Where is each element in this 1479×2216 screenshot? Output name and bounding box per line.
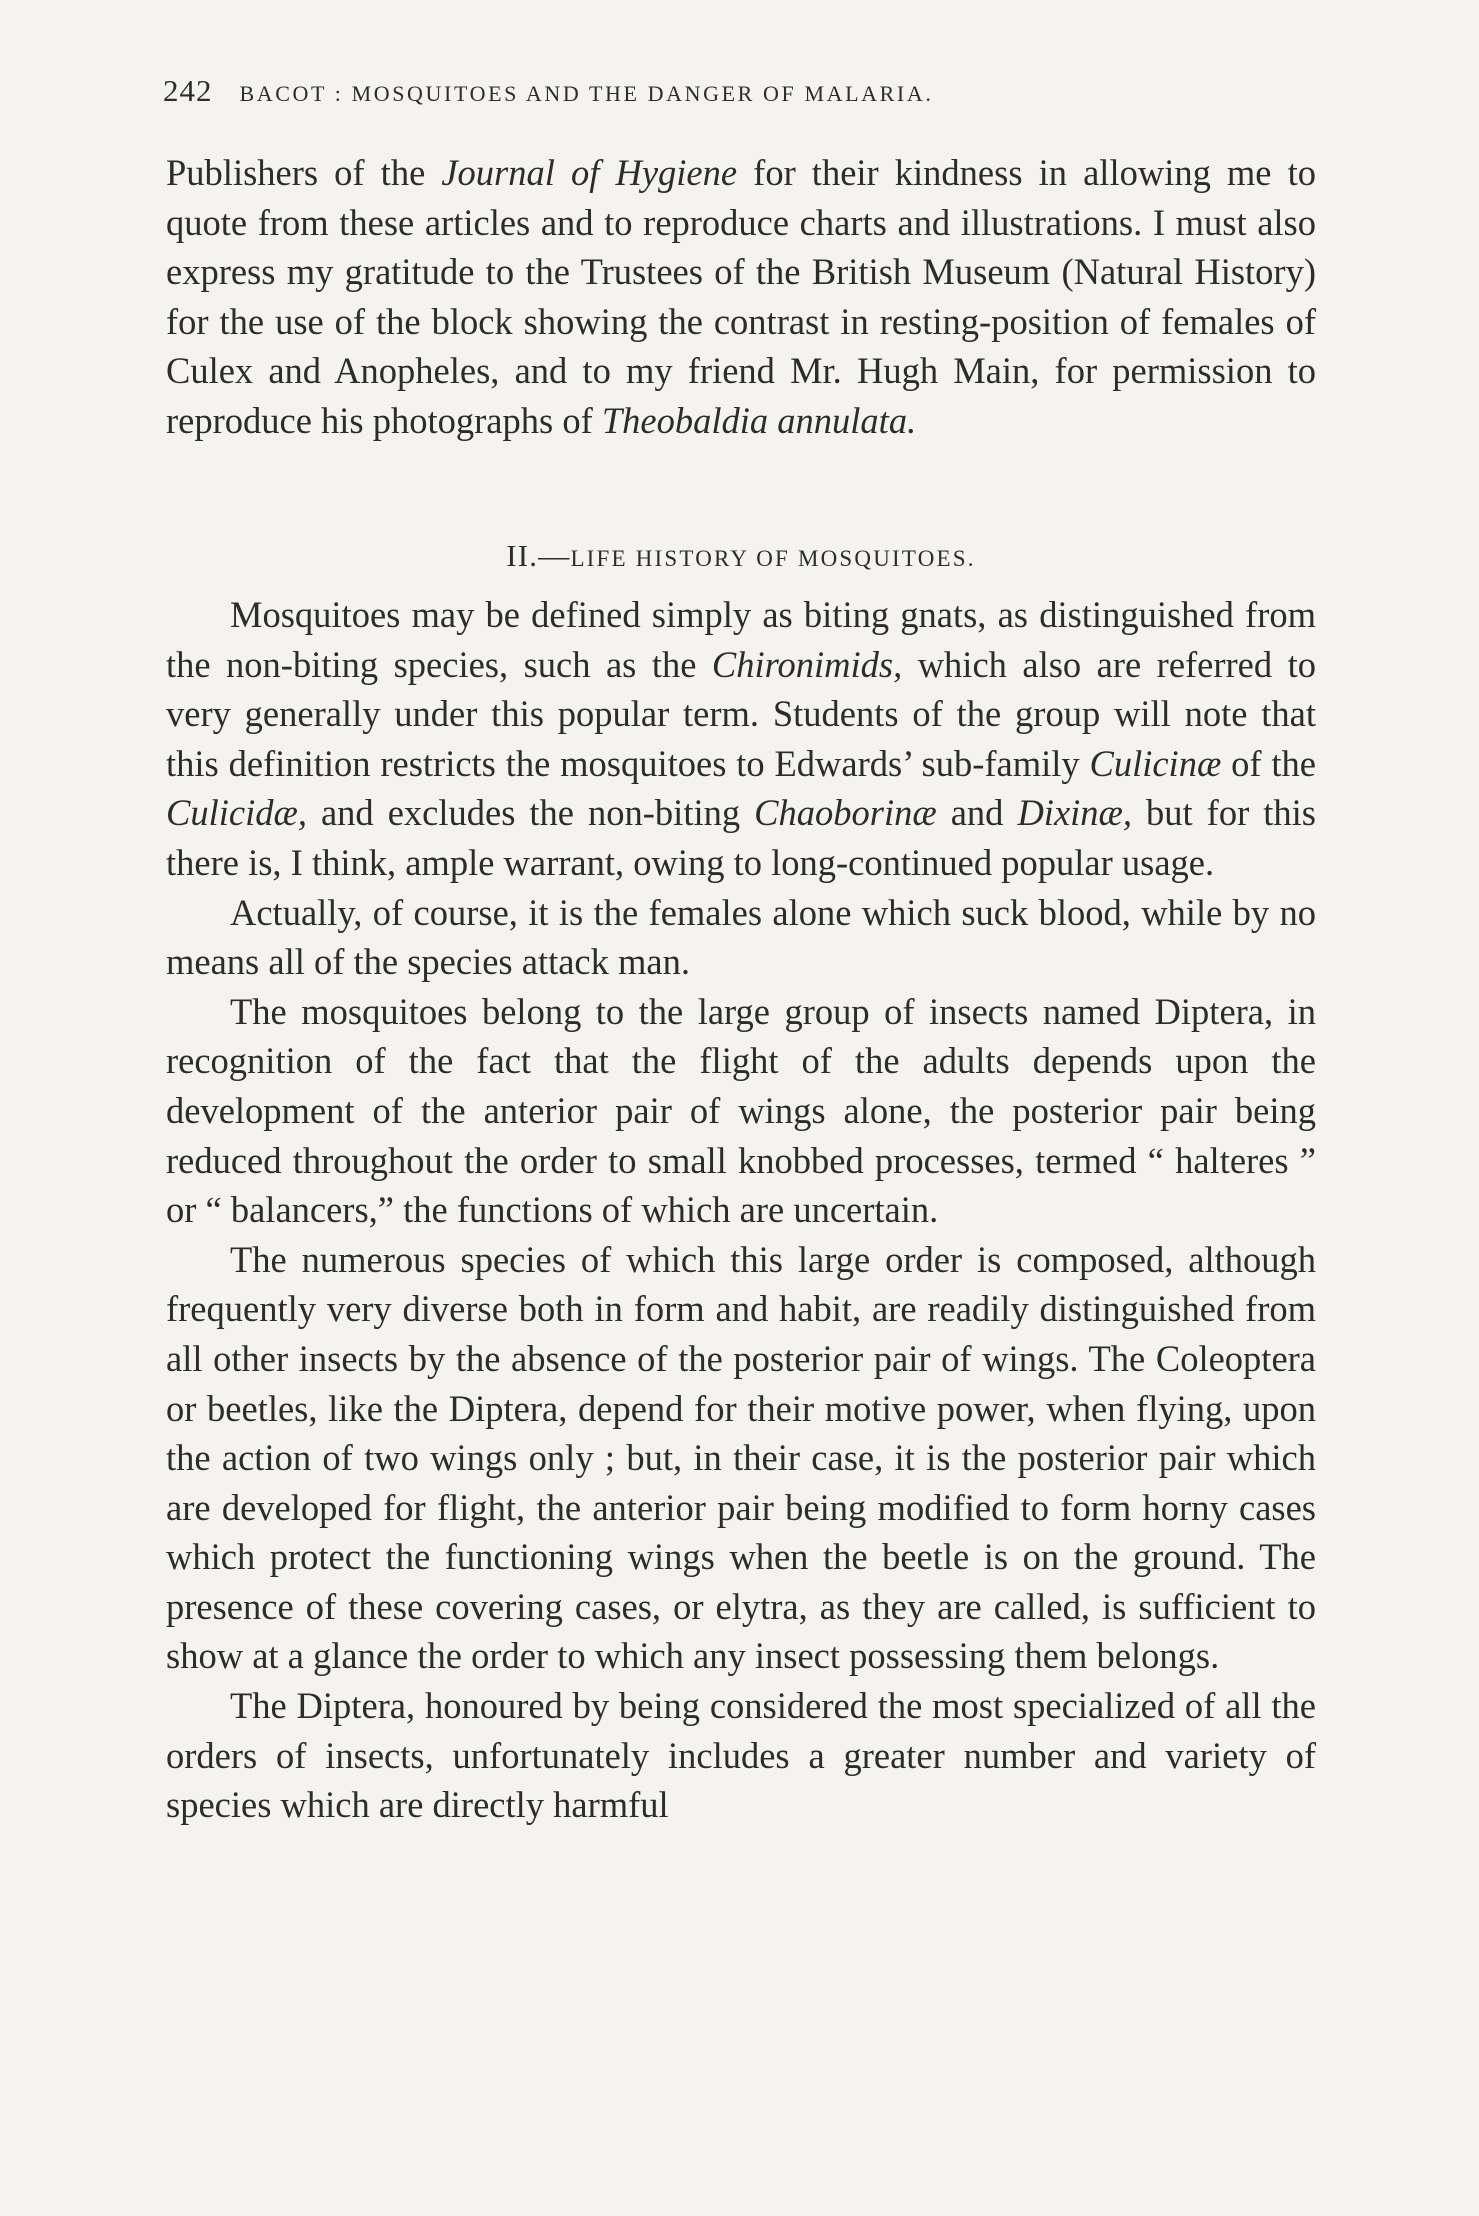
taxon-name: Dixinæ, [1017,792,1132,834]
text-span: which also are referred to very generally under this popular term. Students of the group will note that this definition restricts the mosquitoes to Edwards’ sub-family [166,643,1316,784]
section-numeral: II.— [506,538,571,573]
text-span: but for this there is, I think, ample warrant, owing to long-continued popular usage. [166,792,1317,883]
species-name: Theobaldia annulata. [601,399,917,441]
page-number: 242 [163,73,213,108]
paragraph-specialized: The Diptera, honoured by being considered the most specialized of all the orders of insects, unfortunately includes a greater number and variety of species which are directly harmful [166,1685,1316,1826]
taxon-name: Culicinæ [1089,742,1222,784]
running-title: BACOT : MOSQUITOES AND THE DANGER OF MALARIA. [239,81,934,106]
text-span: Mosquitoes may be defined simply as biting gnats, as distinguished from the non-biting species, such as the [166,594,1316,685]
taxon-name: Chironimids, [711,643,903,685]
paragraph-definition [166,590,1316,888]
acknowledgement-paragraph [166,148,1316,446]
text-span: and excludes the non-biting [306,792,755,834]
text-span: for their kindness in allowing me to quote from these articles and to reproduce charts and illustrations. I must also express my gratitude to the Trustees of the British Museum (Natural History) for the use of the block showing the contrast in resting-position of females of Culex and Anopheles, and to my friend Mr. Hugh Main, for permission to reproduce his photographs of [166,152,1316,441]
text-span: of the [1221,742,1316,784]
section-heading [166,538,1316,574]
journal-title: Journal of Hygiene [441,152,738,193]
running-head [163,73,1323,109]
taxon-name: Chaoborinæ [754,792,937,834]
paragraph-diptera: The mosquitoes belong to the large group of insects named Diptera, in recognition of the fact that the flight of the adults depends upon the development of the anterior pair of wings alone, the posterior pair being reduced throughout the order to small knobbed processes, termed “ halteres ” or “ balancers,” the functions of which are uncertain. [166,990,1316,1231]
acknowledgement-text [166,148,1316,446]
section-title: LIFE HISTORY OF MOSQUITOES. [570,546,976,571]
section-body [166,590,1316,1830]
taxon-name: Culicidæ, [166,792,307,834]
paragraph-females: Actually, of course, it is the females alone which suck blood, while by no means all of the species attack man. [166,891,1316,983]
paragraph-order: The numerous species of which this large order is composed, although frequently very diverse both in form and habit, are readily distinguished from all other insects by the absence of the posterior pair of wings. The Coleoptera or beetles, like the Diptera, depend for their motive power, when flying, upon the action of two wings only ; but, in their case, it is the posterior pair which are developed for flight, the anterior pair being modified to form horny cases which protect the functioning wings when the beetle is on the ground. The presence of these covering cases, or elytra, as they are called, is sufficient to show at a glance the order to which any insect possessing them belongs. [166,1238,1316,1677]
text-span: Publishers of the [166,152,442,193]
text-span: and [936,792,1018,834]
